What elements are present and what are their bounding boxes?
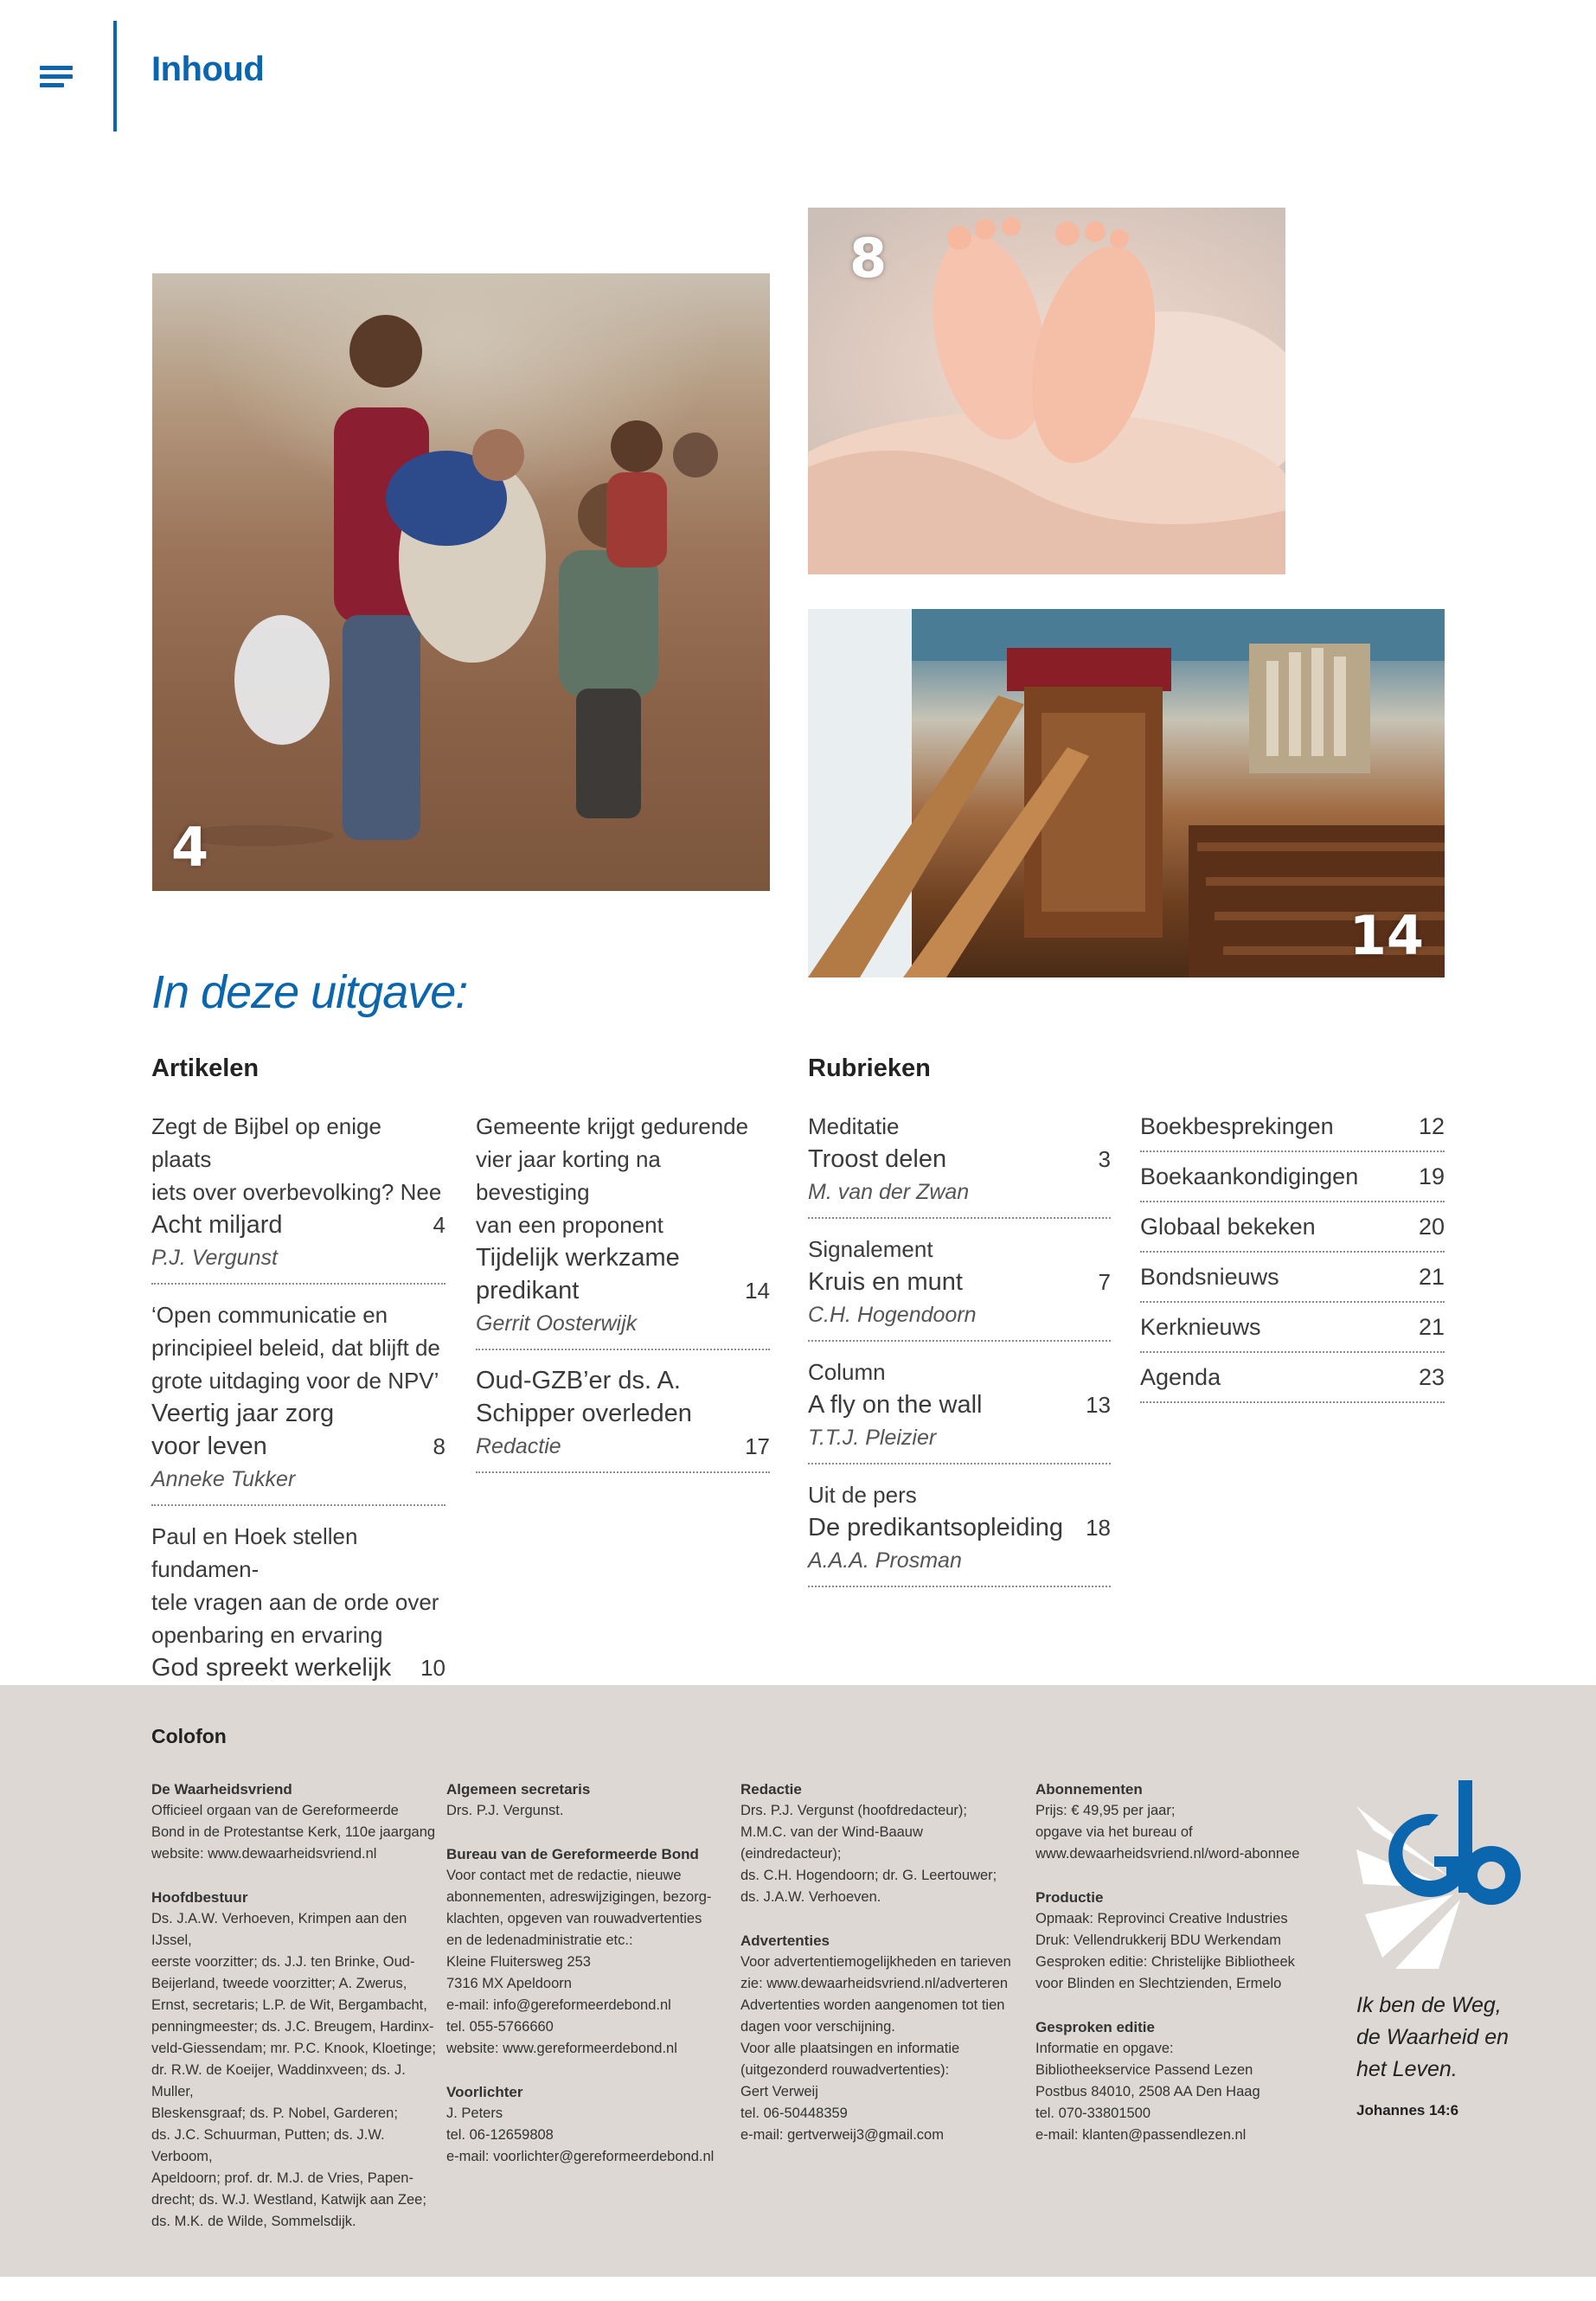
- rubriek-author: C.H. Hogendoorn: [808, 1303, 977, 1327]
- rubriek-page: 18: [1086, 1515, 1111, 1541]
- rubriek-title: A fly on the wall: [808, 1391, 983, 1419]
- rubriek-entry[interactable]: [808, 1478, 1111, 1587]
- rubriek-item-title: Boekaankondigingen: [1140, 1163, 1359, 1189]
- menu-icon[interactable]: [40, 63, 74, 89]
- rubriek-title: Troost delen: [808, 1145, 947, 1173]
- rubriek-item-title: Agenda: [1140, 1363, 1221, 1390]
- rubriek-item[interactable]: [1140, 1303, 1445, 1353]
- colofon-heading: Advertenties: [740, 1932, 830, 1949]
- rubriek-item-page: 19: [1418, 1163, 1445, 1189]
- colofon-section: [0, 1685, 1596, 2277]
- rubriek-page: 13: [1086, 1392, 1111, 1418]
- article-page: 14: [745, 1278, 770, 1304]
- rubriek-entry[interactable]: [808, 1233, 1111, 1342]
- page-number-badge: 8: [849, 227, 888, 290]
- colofon-text: Drs. P.J. Vergunst (hoofdredacteur); M.M.C. van der Wind-Baauw (eindredacteur); ds. C.H. Hogendoorn; dr. G. Leertouwer; ds. J.A.W. Verhoeven.: [740, 1803, 997, 1905]
- rubriek-item[interactable]: [1140, 1353, 1445, 1403]
- article-entry[interactable]: [151, 1298, 445, 1506]
- article-title: God spreekt werkelijk: [151, 1654, 392, 1682]
- colofon-text: Drs. P.J. Vergunst.: [446, 1803, 564, 1818]
- article-intro: Zegt de Bijbel op enige plaats iets over overbevolking? Nee: [151, 1113, 442, 1205]
- rubriek-item-title: Boekbesprekingen: [1140, 1112, 1334, 1139]
- article-intro: Paul en Hoek stellen fundamen- tele vragen aan de orde over openbaring en ervaring: [151, 1523, 439, 1648]
- article-author: Gerrit Oosterwijk: [476, 1311, 638, 1336]
- artikelen-column-1: [151, 1110, 445, 1741]
- colofon-heading: De Waarheidsvriend: [151, 1781, 292, 1798]
- rubriek-author: T.T.J. Pleizier: [808, 1426, 937, 1450]
- colofon-text: Opmaak: Reprovinci Creative Industries Druk: Vellendrukkerij BDU Werkendam Gesproken editie: Christelijke Bibliotheek voor Blinden en Slechtzienden, Ermelo: [1035, 1911, 1295, 1991]
- colofon-column-2: [446, 1779, 732, 2189]
- issue-heading: In deze uitgave:: [151, 966, 468, 1018]
- colofon-heading: Abonnementen: [1035, 1781, 1143, 1798]
- colofon-column-3: [740, 1779, 1026, 2168]
- rubriek-page: 7: [1098, 1269, 1111, 1295]
- article-title: Tijdelijk werkzame predikant: [476, 1244, 680, 1304]
- rubriek-item-page: 21: [1418, 1263, 1445, 1290]
- colofon-heading: Voorlichter: [446, 2084, 523, 2100]
- page-number-badge: 14: [1349, 904, 1424, 967]
- rubriek-title: De predikantsopleiding: [808, 1514, 1064, 1541]
- article-intro: ‘Open communicatie en principieel beleid, dat blijft de grote uitdaging voor de NPV’: [151, 1302, 440, 1394]
- baby-feet-photo[interactable]: [808, 208, 1285, 574]
- article-page: 8: [433, 1433, 445, 1459]
- article-title: Veertig jaar zorg voor leven: [151, 1400, 335, 1460]
- bible-quote-reference: Johannes 14:6: [1356, 2102, 1459, 2118]
- article-author: Redactie: [476, 1434, 561, 1458]
- rubriek-category: Meditatie: [808, 1113, 900, 1139]
- colofon-heading: Productie: [1035, 1889, 1104, 1906]
- rubriek-item-title: Bondsnieuws: [1140, 1263, 1279, 1290]
- colofon-text: Voor contact met de redactie, nieuwe abonnementen, adreswijzigingen, bezorg- klachten, opgeven van rouwadvertenties en de ledenadministratie etc.: Kleine Fluitersweg 253 7316 MX Apeldoorn e-mail: info@gereformeerdebond.nl tel. 055-5766660 website: www.gereformeerdebond.nl: [446, 1868, 712, 2056]
- rubriek-item[interactable]: [1140, 1202, 1445, 1253]
- colofon-heading: Gesproken editie: [1035, 2019, 1155, 2035]
- article-page: 10: [420, 1655, 445, 1681]
- page-title: Inhoud: [151, 50, 265, 88]
- rubriek-item-title: Kerknieuws: [1140, 1313, 1261, 1340]
- colofon-column-4: [1035, 1779, 1321, 2168]
- rubriek-author: M. van der Zwan: [808, 1180, 970, 1204]
- colofon-text: Informatie en opgave: Bibliotheekservice Passend Lezen Postbus 84010, 2508 AA Den Haag tel. 070-33801500 e-mail: klanten@passendlezen.nl: [1035, 2041, 1260, 2143]
- colofon-text: Prijs: € 49,95 per jaar; opgave via het bureau of www.dewaarheidsvriend.nl/word-abonnee: [1035, 1803, 1300, 1862]
- rubrieken-column-1: [808, 1110, 1111, 1601]
- rubriek-item[interactable]: [1140, 1253, 1445, 1303]
- article-entry[interactable]: [151, 1110, 445, 1285]
- article-author: P.J. Vergunst: [151, 1246, 278, 1270]
- article-title: Acht miljard: [151, 1211, 283, 1239]
- rubriek-category: Signalement: [808, 1236, 933, 1262]
- colofon-text: Voor advertentiemogelijkheden en tarieven zie: www.dewaarheidsvriend.nl/adverteren Advertenties worden aangenomen tot tien dagen voor verschijning. Voor alle plaatsingen en informatie (uitgezonderd rouwadvertenties): Gert Verweij tel. 06-50448359 e-mail: gertverweij3@gmail.com: [740, 1954, 1011, 2143]
- colofon-heading: Redactie: [740, 1781, 802, 1798]
- article-page: 17: [745, 1433, 770, 1459]
- colofon-heading: Bureau van de Gereformeerde Bond: [446, 1846, 699, 1862]
- bible-quote: Ik ben de Weg, de Waarheid en het Leven.: [1356, 1993, 1509, 2081]
- page-number-badge: 4: [171, 816, 209, 879]
- gereformeerde-bond-logo: [1356, 1780, 1526, 1969]
- rubriek-item-title: Globaal bekeken: [1140, 1213, 1316, 1240]
- article-title: Oud-GZB’er ds. A. Schipper overleden: [476, 1367, 692, 1427]
- rubriek-item[interactable]: [1140, 1102, 1445, 1152]
- rubriek-entry[interactable]: [808, 1110, 1111, 1219]
- rubriek-item[interactable]: [1140, 1152, 1445, 1202]
- rubriek-page: 3: [1098, 1146, 1111, 1172]
- colofon-heading: Algemeen secretaris: [446, 1781, 591, 1798]
- article-intro: Gemeente krijgt gedurende vier jaar korting na bevestiging van een proponent: [476, 1113, 749, 1238]
- children-photo[interactable]: [152, 273, 770, 891]
- rubriek-category: Column: [808, 1359, 886, 1385]
- rubriek-item-page: 21: [1418, 1313, 1445, 1340]
- rubrieken-heading: Rubrieken: [808, 1054, 931, 1082]
- article-author: Anneke Tukker: [151, 1467, 296, 1491]
- article-entry[interactable]: [476, 1110, 770, 1350]
- rubriek-title: Kruis en munt: [808, 1268, 963, 1296]
- rubriek-item-page: 12: [1418, 1112, 1445, 1139]
- rubriek-category: Uit de pers: [808, 1482, 917, 1508]
- church-interior-photo[interactable]: [808, 609, 1445, 977]
- rubriek-author: A.A.A. Prosman: [808, 1548, 962, 1573]
- header-divider: [113, 21, 117, 131]
- rubrieken-column-2: [1140, 1102, 1445, 1403]
- rubriek-item-page: 20: [1418, 1213, 1445, 1240]
- colofon-text: Officieel orgaan van de Gereformeerde Bond in de Protestantse Kerk, 110e jaargang website: www.dewaarheidsvriend.nl: [151, 1803, 436, 1862]
- colofon-column-1: [151, 1779, 437, 2254]
- rubriek-entry[interactable]: [808, 1356, 1111, 1465]
- artikelen-heading: Artikelen: [151, 1054, 260, 1082]
- article-page: 4: [433, 1212, 445, 1238]
- rubriek-item-page: 23: [1418, 1363, 1445, 1390]
- colofon-title: Colofon: [151, 1725, 227, 1747]
- colofon-heading: Hoofdbestuur: [151, 1889, 248, 1906]
- colofon-text: J. Peters tel. 06-12659808 e-mail: voorlichter@gereformeerdebond.nl: [446, 2106, 715, 2164]
- artikelen-column-2: [476, 1110, 770, 1487]
- article-entry[interactable]: [476, 1364, 770, 1473]
- children-illustration: [152, 273, 770, 891]
- colofon-text: Ds. J.A.W. Verhoeven, Krimpen aan den IJssel, eerste voorzitter; ds. J.J. ten Brinke, Oud- Beijerland, tweede voorzitter; A. Zwerus, Ernst, secretaris; L.P. de Wit, Bergambacht, penningmeester; ds. J.C. Breugem, Hardinx- veld-Giessendam; mr. P.C. Knook, Kloetinge; dr. R.W. de Koeijer, Waddinxveen; ds. J. Muller, Bleskensgraaf; ds. P. Nobel, Garderen; ds. J.C. Schuurman, Putten; ds. J.W. Verboom, Apeldoorn; prof. dr. M.J. de Vries, Papen- drecht; ds. W.J. Westland, Katwijk aan Zee; ds. M.K. de Wilde, Sommelsdijk.: [151, 1911, 436, 2229]
